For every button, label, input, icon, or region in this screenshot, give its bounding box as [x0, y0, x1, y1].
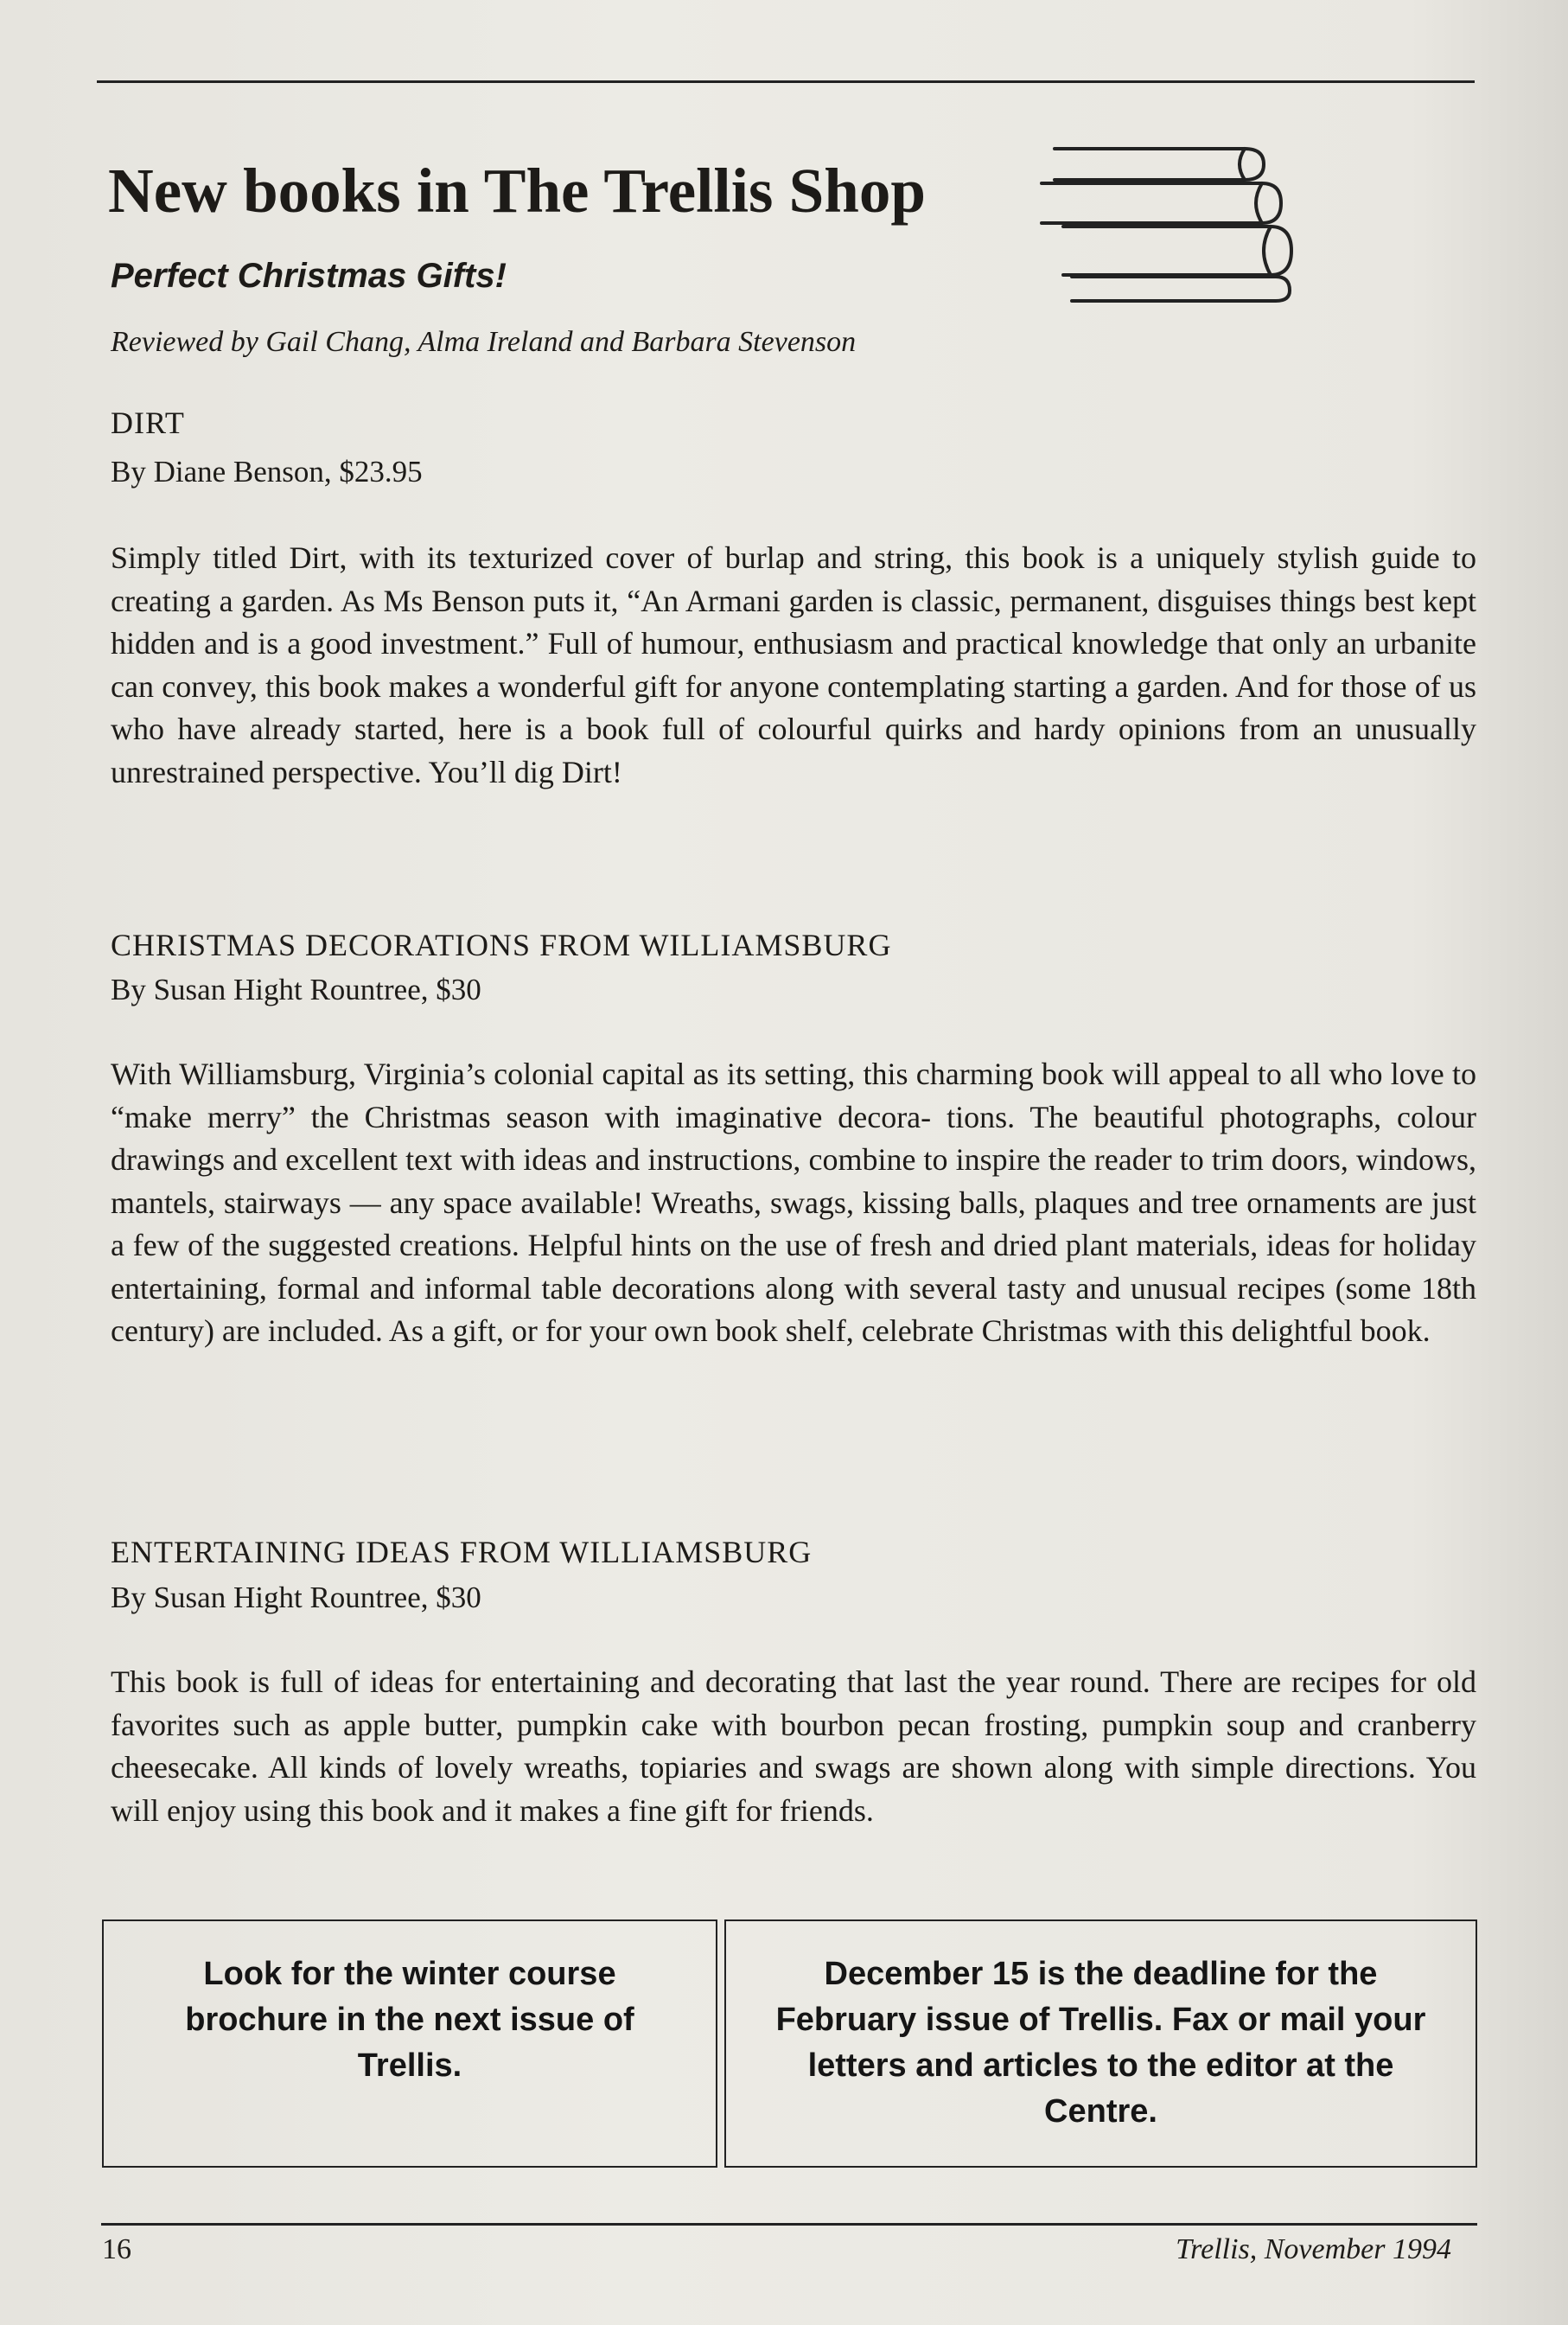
- review-line: With Williamsburg, Virginia’s colonial capital as its setting, this charming book will: [111, 1057, 1161, 1091]
- notice-box-deadline: [724, 1919, 1477, 2168]
- notice-box-winter-brochure: [102, 1919, 717, 2168]
- notice-text: December 15 is the deadline for the February issue of Trellis. Fax or mail your letters and articles to the editor at the Centre.: [775, 1956, 1426, 2130]
- book-title-entertaining-ideas: ENTERTAINING IDEAS FROM WILLIAMSBURG: [111, 1535, 813, 1569]
- review-line: Simply titled Dirt, with its texturized cover of burlap and string, this book is a uniquely: [111, 540, 1265, 575]
- review-line: and swags are shown along with simple directions. You will enjoy using this book and: [111, 1750, 1476, 1828]
- book-author-price: By Susan Hight Rountree, $30: [111, 973, 481, 1006]
- bottom-rule: [101, 2223, 1477, 2226]
- notice-text: Look for the winter course brochure in the next issue of Trellis.: [185, 1956, 634, 2084]
- review-line: your own book shelf, celebrate Christmas with this delightful book.: [589, 1313, 1431, 1348]
- top-rule: [97, 80, 1475, 83]
- article-subtitle: Perfect Christmas Gifts!: [111, 257, 507, 295]
- book-review-entertaining-ideas: [111, 1661, 1476, 1832]
- review-line: unusually unrestrained perspective. You’ll dig Dirt!: [111, 712, 1476, 789]
- book-title-christmas-decorations: CHRISTMAS DECORATIONS FROM WILLIAMSBURG: [111, 928, 892, 962]
- review-line: with several tasty and unusual recipes (some 18th century) are included. As a gift, or for: [111, 1270, 1476, 1348]
- book-title-dirt: DIRT: [111, 406, 185, 440]
- review-line: have already started, here is a book full of colourful quirks and hardy opinions from an: [177, 712, 1342, 746]
- article-title: New books in The Trellis Shop: [108, 156, 926, 226]
- review-line: This book is full of ideas for entertaining and decorating that last the year round. There: [111, 1664, 1233, 1699]
- review-line: a wonderful gift for anyone contemplating starting a garden. And for those of us who: [111, 668, 1477, 746]
- review-line: enthusiasm and practical knowledge that only an urbanite can convey, this book makes: [111, 626, 1477, 704]
- review-line: it makes a fine gift for friends.: [494, 1792, 874, 1828]
- review-line: are recipes for old favorites such as apple butter, pumpkin cake with bourbon pecan: [111, 1664, 1477, 1742]
- book-author-price: By Diane Benson, $23.95: [111, 455, 423, 489]
- publication-footer: Trellis, November 1994: [1176, 2233, 1451, 2265]
- book-review-dirt: [111, 537, 1476, 794]
- page-number: 16: [102, 2233, 131, 2265]
- review-line: instructions, combine to inspire the reader to trim doors, windows, mantels, stairways: [111, 1142, 1476, 1220]
- review-line: materials, ideas for holiday entertaining, formal and informal table decorations along: [111, 1228, 1477, 1306]
- review-line: appeal to all who love to “make merry” the Christmas season with imaginative decora-: [111, 1057, 1477, 1134]
- review-line: — any space available! Wreaths, swags, kissing balls, plaques and tree ornaments are just: [349, 1185, 1476, 1220]
- reviewers-credit: Reviewed by Gail Chang, Alma Ireland and Barbara Stevenson: [111, 326, 857, 358]
- book-author-price: By Susan Hight Rountree, $30: [111, 1581, 481, 1614]
- review-line: a few of the suggested creations. Helpful hints on the use of fresh and dried plant: [111, 1228, 1128, 1262]
- review-line: tions. The beautiful photographs, colour drawings and excellent text with ideas and: [111, 1099, 1476, 1177]
- review-line: frosting, pumpkin soup and cranberry cheesecake. All kinds of lovely wreaths, topiaries: [111, 1707, 1477, 1785]
- book-review-christmas-decorations: [111, 1053, 1476, 1353]
- review-line: stylish guide to creating a garden. As Ms Benson puts it, “An Armani garden is classic,: [111, 540, 1477, 618]
- review-line: permanent, disguises things best kept hidden and is a good investment.” Full of humour,: [111, 583, 1476, 661]
- stack-of-books-icon: [1020, 130, 1305, 303]
